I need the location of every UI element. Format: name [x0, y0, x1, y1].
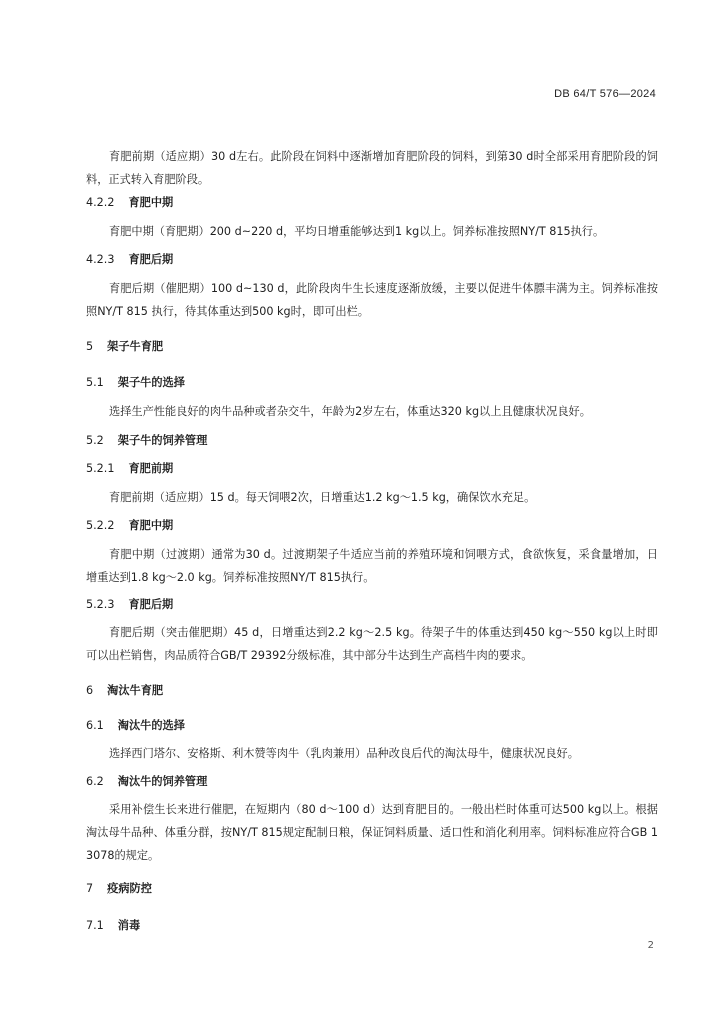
section-number: 6.2: [86, 775, 104, 788]
section-number: 6.1: [86, 719, 104, 732]
heading-7-1: [86, 918, 658, 934]
section-number: 5.1: [86, 376, 104, 389]
section-number: 7: [86, 882, 94, 895]
section-title: 淘汰牛的饲养管理: [117, 775, 208, 788]
paragraph-4-2-2: 育肥中期（育肥期）200 d~220 d，平均日增重能够达到1 kg以上。饲养标准按照NY/T 815执行。: [109, 225, 605, 238]
paragraph-5-2-2: 育肥中期（过渡期）通常为30 d。过渡期架子牛适应当前的养殖环境和饲喂方式，食欲恢复，采食量增加，日增重达到1.8 kg～2.0 kg。饲养标准按照NY/T 815执行。: [86, 548, 658, 584]
paragraph-4-2-1: 育肥前期（适应期）30 d左右。此阶段在饲料中逐渐增加育肥阶段的饲料，到第30 d时全部采用育肥阶段的饲料，正式转入育肥阶段。: [86, 150, 658, 186]
paragraph-6-1: 选择西门塔尔、安格斯、利木赞等肉牛（乳肉兼用）品种改良后代的淘汰母牛，健康状况良好。: [109, 747, 579, 760]
heading-5-1: [86, 375, 658, 391]
heading-4-2-2: [86, 195, 658, 211]
paragraph-6-2: 采用补偿生长来进行催肥，在短期内（80 d～100 d）达到育肥目的。一般出栏时体重可达500 kg以上。根据淘汰母牛品种、体重分群，按NY/T 815规定配制日粮，保证饲料质量、适口性和消化利用率。饲料标准应符合GB 13078的规定。: [86, 803, 658, 862]
section-title: 架子牛的选择: [117, 376, 185, 389]
section-title: 淘汰牛育肥: [107, 684, 164, 697]
section-number: 4.2.3: [86, 253, 115, 266]
section-number: 5: [86, 340, 94, 353]
section-title: 育肥前期: [128, 462, 174, 475]
heading-5-2-3: [86, 597, 658, 613]
heading-5-2-1: [86, 461, 658, 477]
section-number: 5.2.1: [86, 462, 115, 475]
heading-6-2: [86, 774, 658, 790]
heading-6: [86, 683, 658, 699]
section-title: 育肥后期: [128, 253, 174, 266]
heading-5: [86, 339, 658, 355]
section-title: 淘汰牛的选择: [117, 719, 185, 732]
page-number: 2: [647, 940, 654, 951]
section-title: 疫病防控: [107, 882, 152, 895]
paragraph-4-2-3: 育肥后期（催肥期）100 d~130 d，此阶段肉牛生长速度逐渐放缓，主要以促进牛体膘丰满为主。饲养标准按照NY/T 815 执行，待其体重达到500 kg时，即可出栏。: [86, 282, 658, 318]
document-code: DB 64/T 576—2024: [554, 88, 656, 100]
section-number: 6: [86, 684, 94, 697]
section-number: 5.2.3: [86, 598, 115, 611]
heading-5-2-2: [86, 518, 658, 534]
section-title: 育肥后期: [128, 598, 174, 611]
heading-4-2-3: [86, 252, 658, 268]
section-title: 消毒: [117, 919, 141, 932]
section-number: 7.1: [86, 919, 104, 932]
section-number: 5.2.2: [86, 519, 115, 532]
section-title: 育肥中期: [128, 196, 174, 209]
heading-5-2: [86, 433, 658, 449]
section-number: 5.2: [86, 434, 104, 447]
section-title: 育肥中期: [128, 519, 174, 532]
section-title: 架子牛的饲养管理: [117, 434, 208, 447]
heading-6-1: [86, 718, 658, 734]
heading-7: [86, 881, 658, 897]
section-title: 架子牛育肥: [107, 340, 164, 353]
section-number: 4.2.2: [86, 196, 115, 209]
paragraph-5-2-3: 育肥后期（突击催肥期）45 d，日增重达到2.2 kg～2.5 kg。待架子牛的体重达到450 kg～550 kg以上时即可以出栏销售，肉品质符合GB/T 29392分级标准，其中部分牛达到生产高档牛肉的要求。: [86, 626, 658, 662]
paragraph-5-2-1: 育肥前期（适应期）15 d。每天饲喂2次，日增重达1.2 kg～1.5 kg，确保饮水充足。: [109, 491, 536, 504]
paragraph-5-1: 选择生产性能良好的肉牛品种或者杂交牛，年龄为2岁左右，体重达320 kg以上且健康状况良好。: [109, 405, 591, 418]
